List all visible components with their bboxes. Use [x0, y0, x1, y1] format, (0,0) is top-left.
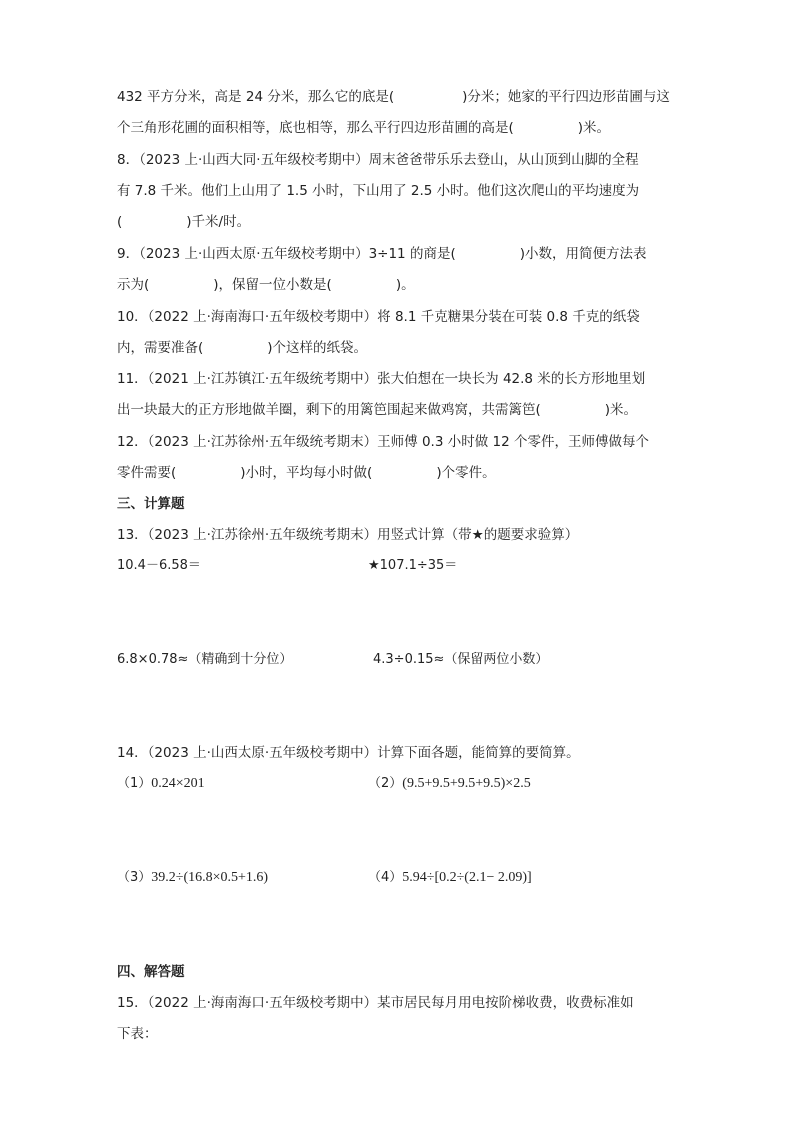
q11-line-2: 出一块最大的正方形地做羊圈，剩下的用篱笆围起来做鸡窝，共需篱笆( )米。 [117, 402, 638, 418]
section-heading-solve: 四、解答题 [117, 964, 185, 980]
q14-part-2: （2）(9.5+9.5+9.5+9.5)×2.5 [368, 776, 531, 791]
q9-line-1: 9．（2023 上·山西太原·五年级校考期中）3÷11 的商是( )小数，用简便方法表 [117, 246, 647, 262]
q10-line-1: 10．（2022 上·海南海口·五年级校考期中）将 8.1 千克糖果分装在可装 0.8 千克的纸袋 [117, 309, 640, 325]
q7-line-1: 432 平方分米，高是 24 分米，那么它的底是( )分米；她家的平行四边形苗圃与这 [117, 89, 670, 105]
q13-expr-4: 4.3÷0.15≈（保留两位小数） [373, 652, 549, 667]
q11-line-1: 11．（2021 上·江苏镇江·五年级统考期中）张大伯想在一块长为 42.8 米的长方形地里划 [117, 371, 646, 387]
q8-line-1: 8．（2023 上·山西大同·五年级校考期中）周末爸爸带乐乐去登山，从山顶到山脚的全程 [117, 152, 639, 168]
q10-line-2: 内，需要准备( )个这样的纸袋。 [117, 340, 368, 356]
q14-part-3: （3）39.2÷(16.8×0.5+1.6) [117, 870, 269, 885]
q13-expr-2: ★107.1÷35＝ [368, 558, 458, 573]
q8-line-2: 有 7.8 千米。他们上山用了 1.5 小时，下山用了 2.5 小时。他们这次爬山的平均速度为 [117, 183, 640, 199]
q12-line-1: 12．（2023 上·江苏徐州·五年级统考期末）王师傅 0.3 小时做 12 个零件，王师傅做每个 [117, 434, 649, 450]
q12-line-2: 零件需要( )小时，平均每小时做( )个零件。 [117, 465, 496, 481]
q13-expr-3: 6.8×0.78≈（精确到十分位） [117, 652, 293, 667]
section-heading-calc: 三、计算题 [117, 496, 185, 512]
q15-line-1: 15．（2022 上·海南海口·五年级校考期中）某市居民每月用电按阶梯收费，收费标准如 [117, 995, 634, 1011]
q8-line-3: ( )千米/时。 [117, 214, 251, 230]
q15-line-2: 下表： [117, 1026, 158, 1042]
q7-line-2: 个三角形花圃的面积相等，底也相等，那么平行四边形苗圃的高是( )米。 [117, 120, 611, 136]
q13-prompt: 13．（2023 上·江苏徐州·五年级统考期末）用竖式计算（带★的题要求验算） [117, 527, 579, 543]
q14-part-1: （1）0.24×201 [117, 776, 205, 791]
q14-prompt: 14．（2023 上·山西太原·五年级校考期中）计算下面各题，能简算的要简算。 [117, 745, 580, 761]
q14-part-4: （4）5.94÷[0.2÷(2.1− 2.09)] [368, 870, 532, 885]
q9-line-2: 示为( )，保留一位小数是( )。 [117, 277, 415, 293]
q13-expr-1: 10.4－6.58＝ [117, 558, 201, 573]
